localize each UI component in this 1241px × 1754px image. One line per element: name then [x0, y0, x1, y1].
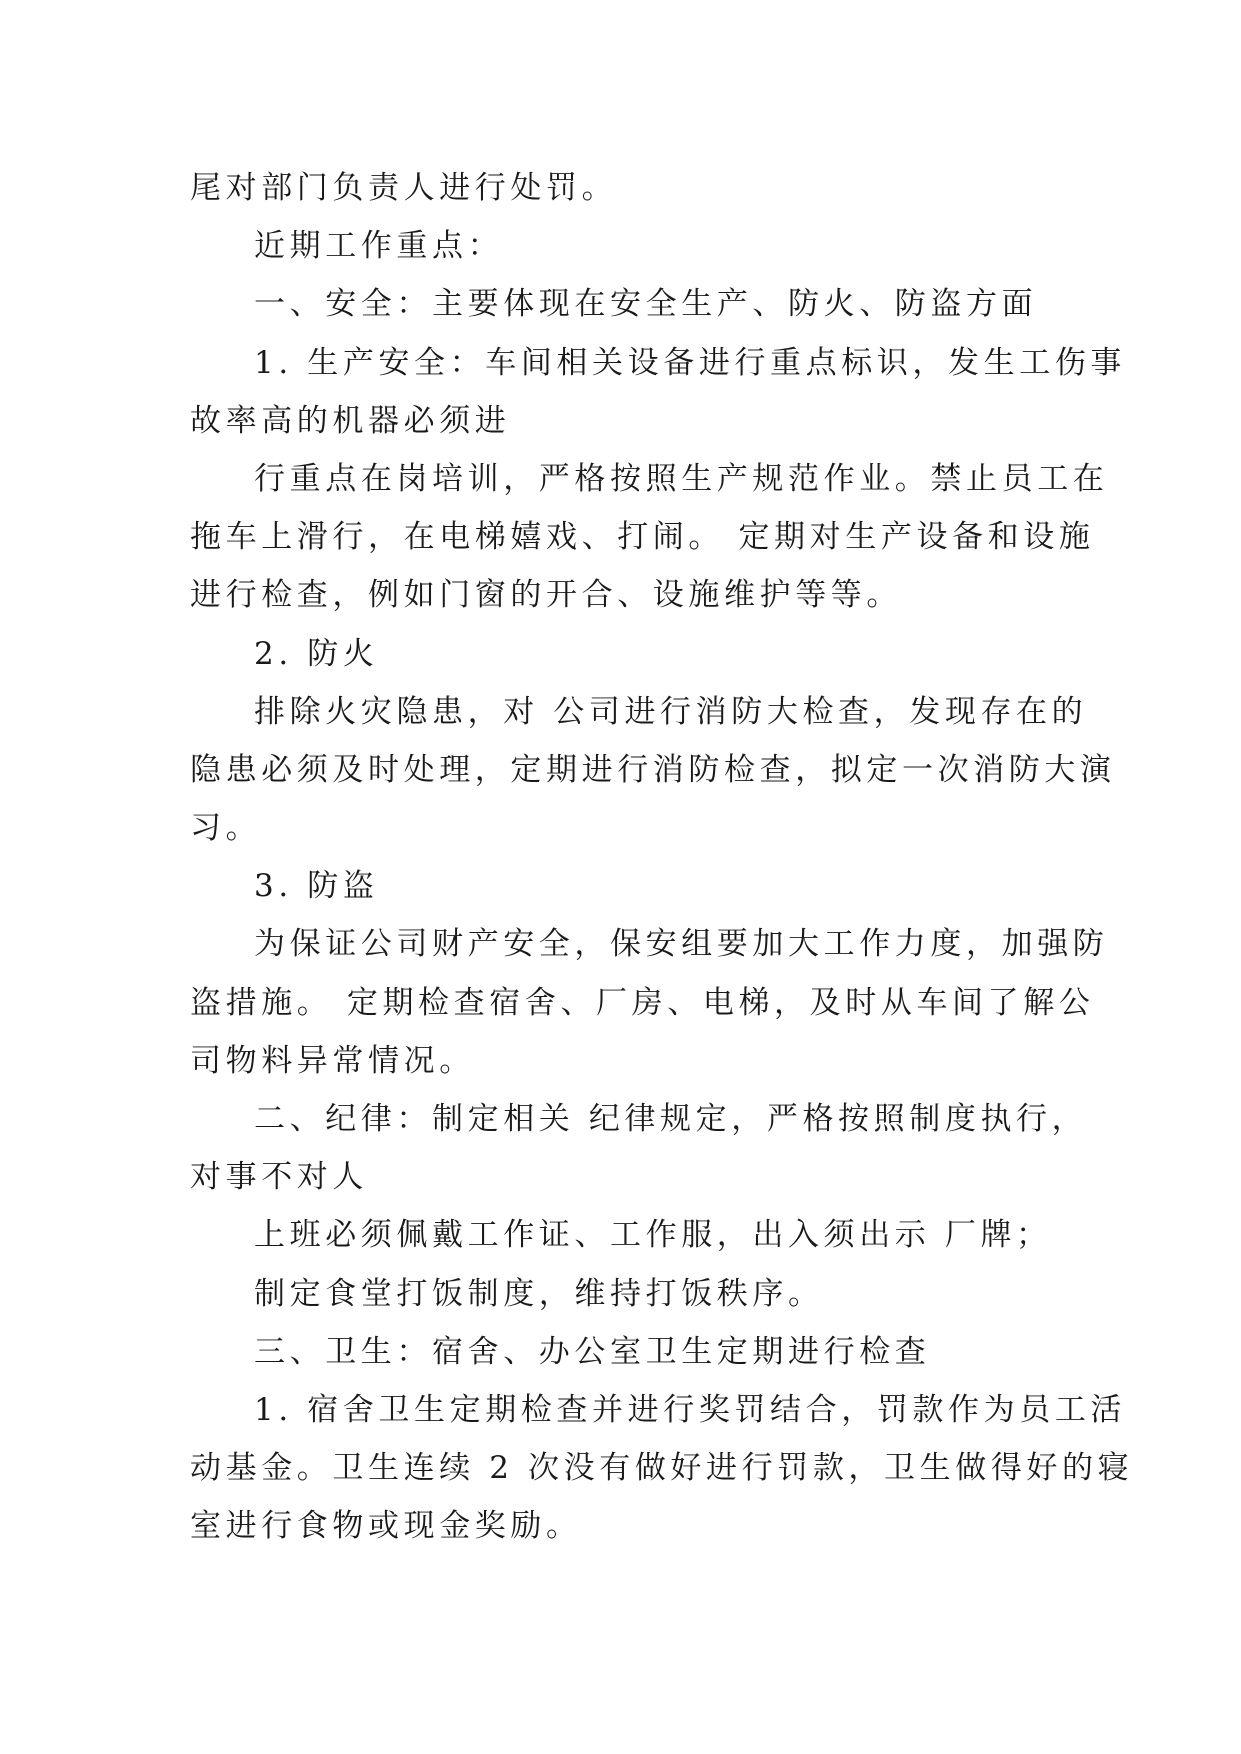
subsection-heading: 3. 防盗	[254, 868, 379, 905]
text-line: 上班必须佩戴工作证、工作服，出入须出示 厂牌；	[254, 1217, 1052, 1254]
section-heading: 一、安全：主要体现在安全生产、防火、防盗方面	[254, 286, 1038, 323]
text-line: 1. 宿舍卫生定期检查并进行奖罚结合，罚款作为员工活	[254, 1391, 1127, 1428]
section-heading: 二、纪律：制定相关 纪律规定，严格按照制度执行，	[254, 1101, 1088, 1137]
text-line: 排除火灾隐患，对 公司进行消防大检查，发现存在的	[254, 693, 1088, 730]
text-line: 进行检查，例如门窗的开合、设施维护等等。	[190, 577, 902, 614]
text-line: 对事不对人	[190, 1159, 368, 1196]
text-line: 动基金。卫生连续 2 次没有做好进行罚款，卫生做得好的寝	[190, 1450, 1134, 1487]
text-line: 拖车上滑行，在电梯嬉戏、打闹。 定期对生产设备和设施	[190, 519, 1095, 556]
text-line: 习。	[190, 810, 262, 847]
text-line: 1. 生产安全：车间相关设备进行重点标识，发生工伤事	[254, 344, 1127, 381]
text-line: 隐患必须及时处理，定期进行消防检查，拟定一次消防大演	[190, 751, 1116, 788]
text-line: 行重点在岗培训，严格按照生产规范作业。禁止员工在	[254, 460, 1109, 497]
subsection-heading: 2. 防火	[254, 635, 379, 672]
text-line: 盗措施。 定期检查宿舍、厂房、电梯，及时从车间了解公	[190, 984, 1095, 1021]
text-line: 室进行食物或现金奖励。	[190, 1508, 582, 1545]
text-line: 制定食堂打饭制度，维持打饭秩序。	[254, 1275, 824, 1312]
text-line: 为保证公司财产安全，保安组要加大工作力度，加强防	[254, 926, 1109, 963]
text-line: 司物料异常情况。	[190, 1042, 475, 1079]
section-heading: 近期工作重点：	[254, 228, 504, 265]
document-body	[190, 159, 1134, 1556]
text-line: 尾对部门负责人进行处罚。	[190, 170, 618, 206]
section-heading: 三、卫生：宿舍、办公室卫生定期进行检查	[254, 1333, 931, 1370]
text-line: 故率高的机器必须进	[190, 402, 511, 439]
